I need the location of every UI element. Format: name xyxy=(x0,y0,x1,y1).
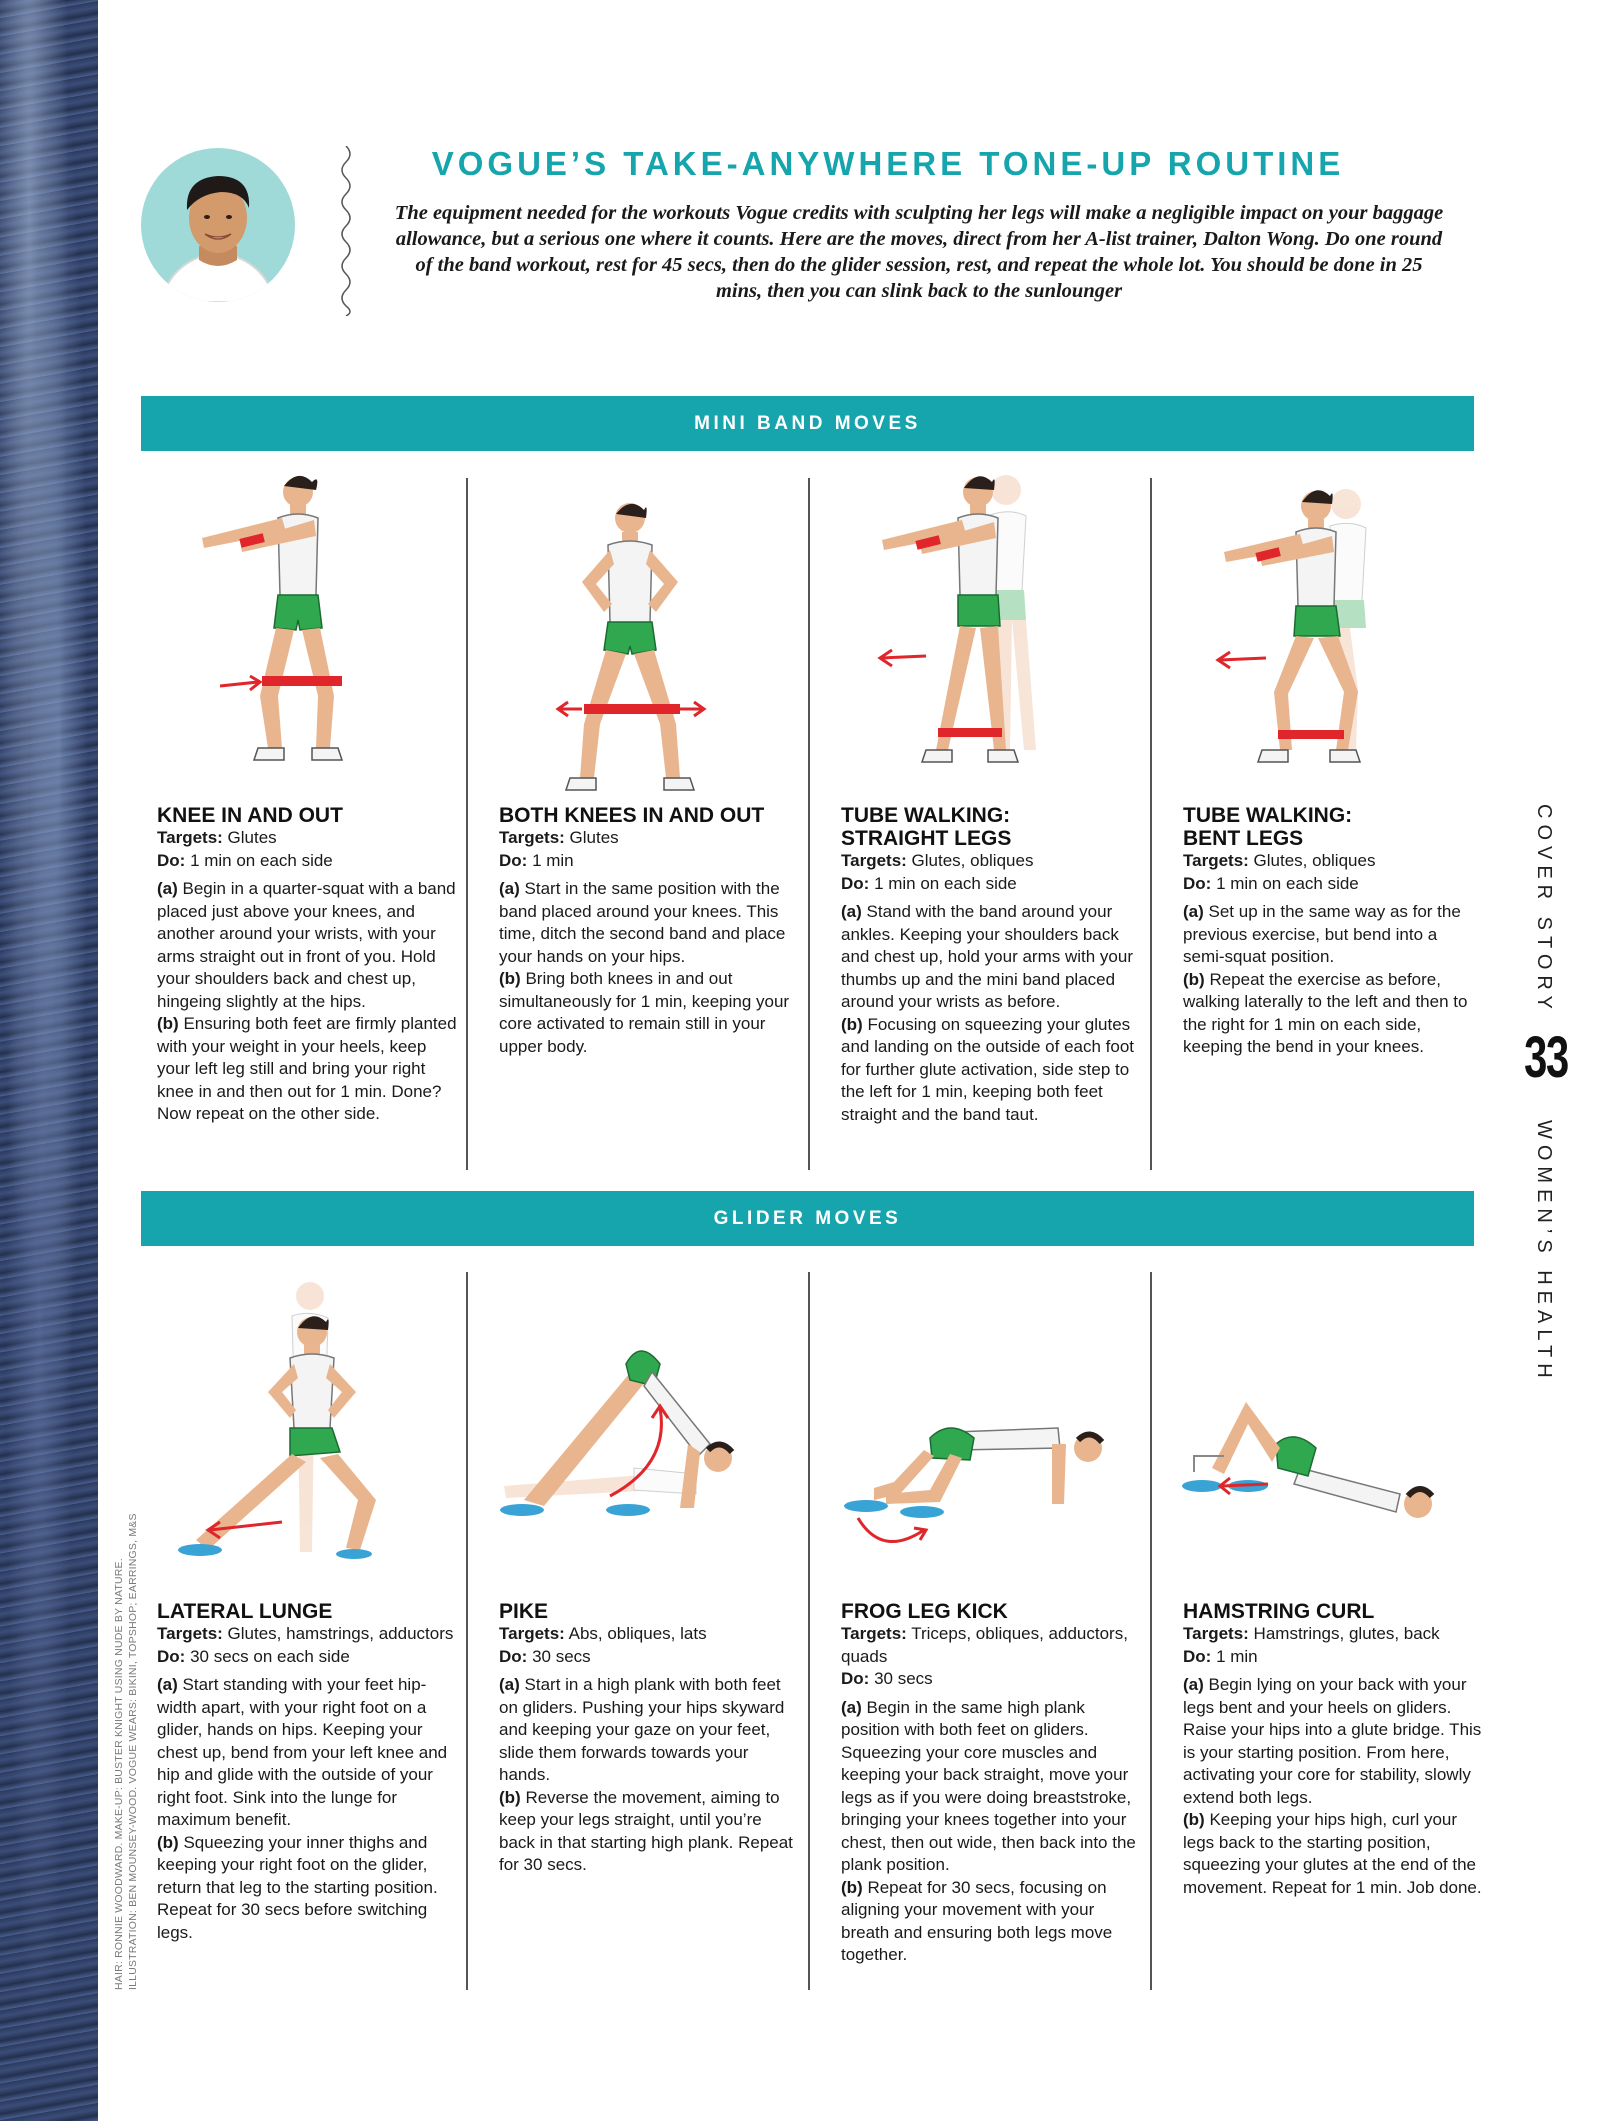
step-label: (a) xyxy=(841,902,862,921)
targets-value: Hamstrings, glutes, back xyxy=(1253,1624,1440,1643)
page-number: 33 xyxy=(1524,1025,1568,1090)
exercise-duration xyxy=(841,1668,1141,1691)
exercise-title xyxy=(157,804,457,827)
section-label: COVER STORY xyxy=(1533,804,1555,1015)
exercise-steps xyxy=(499,1674,799,1877)
magazine-name: WOMEN’S HEALTH xyxy=(1533,1120,1555,1384)
exercise-steps xyxy=(157,878,457,1126)
exercise-title-line: TUBE WALKING: xyxy=(1183,804,1353,827)
exercise-title-line: TUBE WALKING: xyxy=(841,804,1011,827)
trainer-portrait-illustration xyxy=(141,148,295,302)
exercise-targets xyxy=(499,827,799,850)
targets-label: Targets: xyxy=(157,1624,223,1643)
do-value: 30 secs xyxy=(874,1669,933,1688)
targets-value: Abs, obliques, lats xyxy=(568,1624,707,1643)
exercise-steps xyxy=(841,1697,1141,1967)
exercise-hamstring-curl xyxy=(1183,1600,1483,1899)
credits-line: HAIR: RONNIE WOODWARD. MAKE-UP: BUSTER KNIGHT USING NUDE BY NATURE. xyxy=(113,1558,125,1990)
tube-walking-bent-legs-illustration xyxy=(1168,460,1478,790)
exercise-step xyxy=(157,878,457,1013)
page-headline: VOGUE’S TAKE-ANYWHERE TONE-UP ROUTINE xyxy=(431,145,1345,182)
exercise-step xyxy=(499,878,799,968)
step-label: (b) xyxy=(157,1014,179,1033)
exercise-targets xyxy=(1183,850,1483,873)
exercise-title-line: HAMSTRING CURL xyxy=(1183,1600,1375,1623)
step-label: (b) xyxy=(1183,969,1205,989)
step-label: (a) xyxy=(499,879,520,898)
column-divider xyxy=(1150,478,1152,1170)
decorative-squiggle xyxy=(336,146,356,316)
do-label: Do: xyxy=(841,873,870,893)
do-label: Do: xyxy=(1183,873,1212,893)
step-label: (b) xyxy=(157,1832,179,1852)
step-text: Repeat the exercise as before, walking laterally to the left and then to the right for 1 min on each side, keeping the bend in your knees. xyxy=(1183,969,1468,1056)
targets-label: Targets: xyxy=(841,1624,907,1643)
step-text: Repeat for 30 secs, focusing on aligning your movement with your breath and ensuring both legs move together. xyxy=(841,1877,1113,1964)
targets-value: Glutes, obliques xyxy=(911,851,1034,870)
targets-label: Targets: xyxy=(499,828,565,847)
exercise-title-line: FROG LEG KICK xyxy=(841,1600,1008,1623)
exercise-targets xyxy=(499,1623,799,1646)
credits-line: ILLUSTRATION: BEN MOUNSEY-WOOD. VOGUE WEARS: BIKINI, TOPSHOP; EARRINGS, M&S xyxy=(127,1513,139,1990)
targets-value: Triceps, obliques, adductors, quads xyxy=(841,1624,1128,1666)
step-label: (b) xyxy=(841,1014,863,1034)
exercise-title-line: KNEE IN AND OUT xyxy=(157,804,343,827)
exercise-steps xyxy=(499,878,799,1058)
exercise-step xyxy=(157,1013,457,1126)
exercise-title xyxy=(841,804,1141,850)
step-text: Begin in the same high plank position with both feet on gliders. Squeezing your core muscles and keeping your back straight, move your legs as if you were doing breaststroke, bringing your knees together into your chest, then out wide, then back into the plank position. xyxy=(841,1697,1136,1874)
targets-value: Glutes xyxy=(227,828,277,847)
targets-value: Glutes, hamstrings, adductors xyxy=(227,1624,454,1643)
exercise-frog-leg-kick xyxy=(841,1600,1141,1967)
step-text: Reverse the movement, aiming to keep your legs straight, until you’re back in that starting high plank. Repeat for 30 secs. xyxy=(499,1787,793,1874)
column-divider xyxy=(466,1272,468,1990)
exercise-step xyxy=(841,1877,1141,1967)
exercise-step xyxy=(1183,1809,1483,1899)
exercise-step xyxy=(157,1674,457,1832)
exercise-title xyxy=(499,1600,799,1623)
do-value: 1 min on each side xyxy=(874,873,1017,893)
exercise-title-line: PIKE xyxy=(499,1600,549,1623)
step-label: (a) xyxy=(157,879,178,898)
exercise-title xyxy=(157,1600,457,1623)
targets-value: Glutes xyxy=(569,828,619,847)
frog-leg-kick-illustration xyxy=(826,1268,1136,1568)
exercise-title xyxy=(841,1600,1141,1623)
exercise-steps xyxy=(1183,1674,1483,1899)
trainer-portrait xyxy=(141,148,295,302)
step-label: (a) xyxy=(1183,1675,1204,1694)
step-label: (a) xyxy=(499,1675,520,1694)
step-text: Ensuring both feet are firmly planted with your weight in your heels, keep your left leg still and bring your right knee in and then out for 1 min. Done? Now repeat on the other side. xyxy=(157,1014,457,1123)
exercise-duration xyxy=(157,1646,457,1669)
section-bar-mini-band: MINI BAND MOVES xyxy=(141,396,1474,451)
do-label: Do: xyxy=(841,1669,870,1688)
exercise-step xyxy=(157,1832,457,1945)
exercise-duration xyxy=(1183,1646,1483,1669)
exercise-step xyxy=(1183,901,1483,969)
do-label: Do: xyxy=(499,1646,528,1666)
step-text: Set up in the same way as for the previous exercise, but bend into a semi-squat position. xyxy=(1183,902,1461,966)
do-value: 30 secs on each side xyxy=(190,1646,350,1666)
step-label: (b) xyxy=(1183,1810,1205,1829)
do-label: Do: xyxy=(499,850,528,870)
step-text: Keeping your hips high, curl your legs back to the starting position, squeezing your glutes at the end of the movement. Repeat for 1 min. Job done. xyxy=(1183,1810,1482,1897)
step-text: Begin lying on your back with your legs bent and your heels on gliders. Raise your hips into a glute bridge. This is your starting position. From here, activating your core for stability, slowly extend both legs. xyxy=(1183,1675,1482,1807)
step-text: Start in the same position with the band placed around your knees. This time, ditch the second band and place your hands on your hips. xyxy=(499,879,786,966)
column-divider xyxy=(808,478,810,1170)
exercise-title-line: BOTH KNEES IN AND OUT xyxy=(499,804,765,827)
exercise-pike xyxy=(499,1600,799,1877)
exercise-tube-walking-straight-legs xyxy=(841,804,1141,1126)
do-value: 1 min on each side xyxy=(190,850,333,870)
step-label: (a) xyxy=(1183,902,1204,921)
exercise-title-line: STRAIGHT LEGS xyxy=(841,827,1012,850)
do-value: 30 secs xyxy=(532,1646,591,1666)
exercise-step xyxy=(1183,969,1483,1059)
step-label: (a) xyxy=(157,1675,178,1694)
step-text: Stand with the band around your ankles. Keeping your shoulders back and chest up, hold your arms with your thumbs up and the mini band placed around your wrists as before. xyxy=(841,902,1133,1011)
exercise-duration xyxy=(1183,873,1483,896)
do-label: Do: xyxy=(157,1646,186,1666)
exercise-step xyxy=(499,1674,799,1787)
step-label: (a) xyxy=(841,1697,862,1717)
knee-in-and-out-illustration xyxy=(150,460,460,790)
step-label: (b) xyxy=(499,969,521,988)
column-divider xyxy=(808,1272,810,1990)
step-label: (b) xyxy=(499,1787,521,1807)
do-label: Do: xyxy=(1183,1646,1212,1666)
targets-label: Targets: xyxy=(157,828,223,847)
both-knees-in-and-out-illustration xyxy=(484,490,794,820)
do-label: Do: xyxy=(157,850,186,870)
targets-label: Targets: xyxy=(841,851,907,870)
exercise-step xyxy=(1183,1674,1483,1809)
step-text: Start standing with your feet hip-width apart, with your right foot on a glider, hands on hips. Keeping your chest up, bend from your left knee and hip and glide with the outside of your right foot. Sink into the lunge for maximum benefit. xyxy=(157,1675,448,1829)
exercise-duration xyxy=(841,873,1141,896)
column-divider xyxy=(466,478,468,1170)
exercise-targets xyxy=(841,850,1141,873)
exercise-lateral-lunge xyxy=(157,1600,457,1944)
step-label: (b) xyxy=(841,1877,863,1897)
targets-label: Targets: xyxy=(1183,1624,1249,1643)
cover-photo-strip xyxy=(0,0,98,2121)
section-bar-glider: GLIDER MOVES xyxy=(141,1191,1474,1246)
hamstring-curl-illustration xyxy=(1168,1268,1478,1568)
step-text: Begin in a quarter-squat with a band placed just above your knees, and another around your wrists, with your arms straight out in front of you. Hold your shoulders back and chest up, hingeing slightly at the hips. xyxy=(157,879,456,1011)
exercise-step xyxy=(841,1697,1141,1877)
lateral-lunge-illustration xyxy=(150,1268,460,1568)
step-text: Start in a high plank with both feet on gliders. Pushing your hips skyward and keeping your gaze on your feet, slide them forwards towards your hands. xyxy=(499,1675,785,1784)
exercise-tube-walking-bent-legs xyxy=(1183,804,1483,1059)
photo-credits xyxy=(112,1430,140,1990)
exercise-step xyxy=(499,1787,799,1877)
exercise-duration xyxy=(499,850,799,873)
step-text: Squeezing your inner thighs and keeping your right foot on the glider, return that leg to the starting position. Repeat for 30 secs before switching legs. xyxy=(157,1832,438,1942)
exercise-title xyxy=(1183,804,1483,850)
exercise-targets xyxy=(157,1623,457,1646)
tube-walking-straight-legs-illustration xyxy=(826,460,1136,790)
exercise-step xyxy=(841,1014,1141,1127)
step-text: Focusing on squeezing your glutes and landing on the outside of each foot for further glute activation, side step to the left for 1 min, keeping both feet straight and the band taut. xyxy=(841,1014,1135,1124)
step-text: Bring both knees in and out simultaneously for 1 min, keeping your core activated to remain still in your upper body. xyxy=(499,969,790,1056)
exercise-targets xyxy=(157,827,457,850)
exercise-targets xyxy=(1183,1623,1483,1646)
exercise-title-line: LATERAL LUNGE xyxy=(157,1600,333,1623)
exercise-duration xyxy=(499,1646,799,1669)
pike-illustration xyxy=(484,1268,794,1568)
intro-paragraph: The equipment needed for the workouts Vogue credits with sculpting her legs will make a negligible impact on your baggage allowance, but a serious one where it counts. Here are the moves, direct from her A-list trainer, Dalton Wong. Do one round of the band workout, rest for 45 secs, then do the glider session, rest, and repeat the whole lot. You should be done in 25 mins, then you can slink back to the sunlounger xyxy=(394,202,1444,302)
targets-label: Targets: xyxy=(499,1624,565,1643)
exercise-step xyxy=(499,968,799,1058)
exercise-steps xyxy=(1183,901,1483,1059)
exercise-both-knees-in-and-out xyxy=(499,804,799,1058)
exercise-title xyxy=(1183,1600,1483,1623)
exercise-title-line: BENT LEGS xyxy=(1183,827,1304,850)
exercise-steps xyxy=(841,901,1141,1126)
do-value: 1 min xyxy=(532,850,574,870)
exercise-targets xyxy=(841,1623,1141,1668)
do-value: 1 min on each side xyxy=(1216,873,1359,893)
exercise-duration xyxy=(157,850,457,873)
exercise-steps xyxy=(157,1674,457,1944)
do-value: 1 min xyxy=(1216,1646,1258,1666)
column-divider xyxy=(1150,1272,1152,1990)
exercise-step xyxy=(841,901,1141,1014)
targets-value: Glutes, obliques xyxy=(1253,851,1376,870)
exercise-title xyxy=(499,804,799,827)
targets-label: Targets: xyxy=(1183,851,1249,870)
exercise-knee-in-and-out xyxy=(157,804,457,1126)
